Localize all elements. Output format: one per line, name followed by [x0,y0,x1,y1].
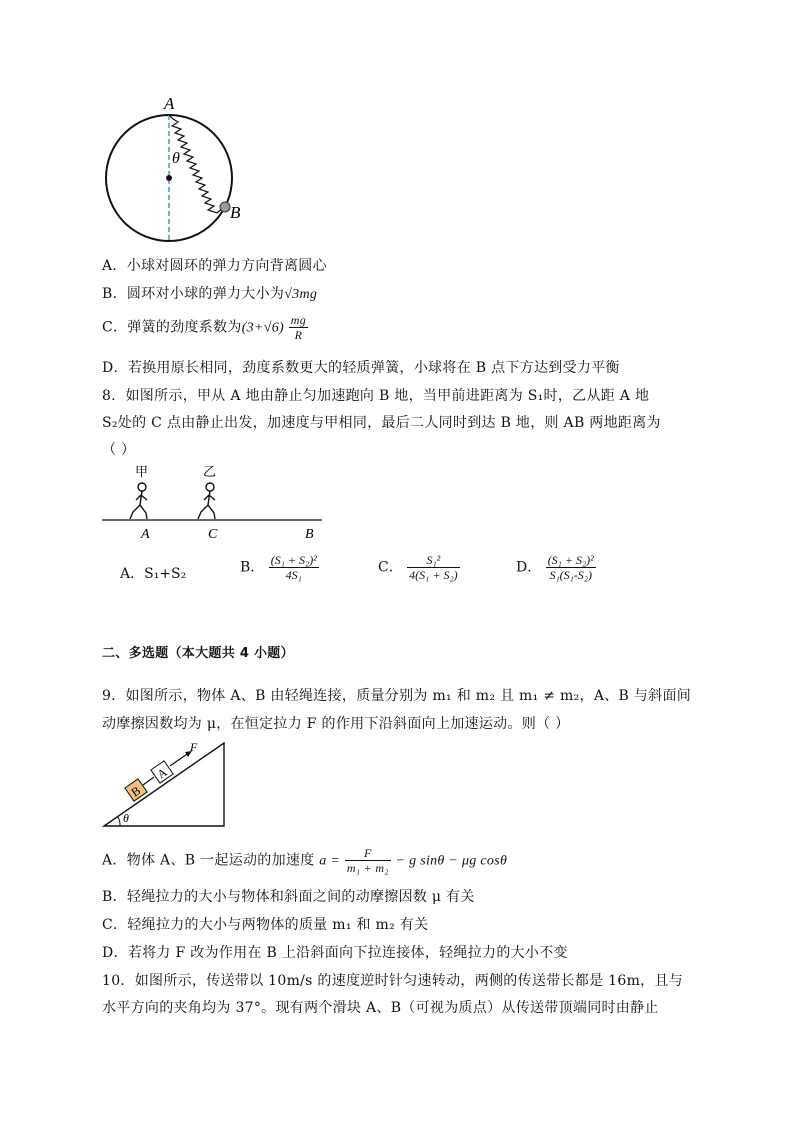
q8-stem-line2: S₂处的 C 点由静止出发，加速度与甲相同，最后二人同时到达 B 地，则 AB 两地距离为 [102,415,661,431]
q9-stem-line2: 动摩擦因数均为 μ，在恒定拉力 F 的作用下沿斜面向上加速运动。则（ ） [102,716,570,732]
center-dot [166,175,172,181]
q10-stem-line1: 10．如图所示，传送带以 10m/s 的速度逆时针匀速转动，两侧的传送带长都是 16m，且与 [102,973,684,989]
label-theta: θ [172,150,180,167]
label-a: A [154,764,170,782]
q8-option-b-num: (S₁ + S₂)² [270,553,317,567]
q8-option-c-den: 4(S₁ + S₂) [409,568,458,582]
label-yi: 乙 [203,464,217,479]
q8-option-c-fraction [407,553,459,582]
q7-option-c-coef: (3+√6) [241,320,284,336]
q7-option-b-math: √3mg [284,287,318,302]
q7-option-b [102,283,317,303]
label-a: A [164,94,175,113]
runner-yi-icon [198,483,215,519]
ball-b [220,202,230,212]
rope [143,777,154,785]
q8-option-d-num: (S₁ + S₂)² [547,553,594,567]
q8-option-c-label: C． [378,559,403,576]
label-f: F [190,742,198,754]
q8-option-c-num: S₁² [407,553,459,568]
q9-stem-line1: 9．如图所示，物体 A、B 由轻绳连接，质量分别为 m₁ 和 m₂ 且 m₁ ≠ m₂，A、B 与斜面间 [102,688,692,704]
runner-jia-icon [130,483,147,519]
q9-option-a-rest: − g sinθ − μg cosθ [395,853,508,869]
q9-option-a-text: A．物体 A、B 一起运动的加速度 [102,852,315,869]
q8-running-figure [100,462,325,544]
q7-option-c-den: R [294,328,303,342]
q8-option-d-den: S₁(S₁-S₂) [549,568,592,582]
q9-option-c: C．轻绳拉力的大小与两物体的质量 m₁ 和 m₂ 有关 [102,917,429,933]
q7-option-c-fraction [289,313,308,342]
q7-option-c-num: mg [290,313,307,327]
incline [104,743,224,826]
q8-option-d-fraction [546,553,596,582]
label-c: C [208,527,218,542]
q9-option-a-a: a = [319,853,341,869]
q10-stem-line2: 水平方向的夹角均为 37°。现有两个滑块 A、B（可视为质点）从传送带顶端同时由静止 [102,1000,659,1016]
q7-option-d: D．若换用原长相同，劲度系数更大的轻质弹簧，小球将在 B 点下方达到受力平衡 [102,360,620,376]
q8-option-b [240,553,319,582]
q8-option-b-label: B． [240,559,265,576]
q8-option-b-fraction [269,553,319,582]
angle-arc [118,817,120,826]
q9-option-a-fraction [345,846,391,875]
label-b: B [230,203,241,222]
q7-option-a: A．小球对圆环的弹力方向背离圆心 [102,258,327,274]
q7-option-c [102,313,308,342]
q9-option-a-num: F [345,846,391,861]
q8-stem-line1: 8．如图所示，甲从 A 地由静止匀加速跑向 B 地，当甲前进距离为 S₁时，乙从距 A 地 [102,388,650,404]
q9-incline-figure [100,742,230,830]
q9-option-a-den: m₁ + m₂ [346,861,389,875]
label-theta: θ [123,811,129,825]
label-b: B [305,527,314,542]
q9-option-a [102,846,507,875]
label-jia: 甲 [135,464,149,479]
q8-option-b-den: 4S₁ [285,568,302,582]
q7-option-c-text: C．弹簧的劲度系数为 [102,319,242,336]
label-b: B [128,783,144,800]
q7-circle-spring-figure [100,92,260,244]
q8-stem-line3: （ ） [102,442,136,458]
section-title: 二、多选题（本大题共 4 小题） [102,646,294,661]
q8-option-d [516,553,596,582]
label-a: A [141,527,150,542]
q7-option-b-text: B．圆环对小球的弹力大小为 [102,286,285,302]
q9-option-b: B．轻绳拉力的大小与物体和斜面之间的动摩擦因数 μ 有关 [102,889,475,905]
q9-option-d: D．若将力 F 改为作用在 B 上沿斜面向下拉连接体，轻绳拉力的大小不变 [102,945,568,961]
q8-option-a: A．S₁+S₂ [120,566,187,582]
q8-option-c [378,553,460,582]
q8-option-d-label: D． [516,559,542,576]
